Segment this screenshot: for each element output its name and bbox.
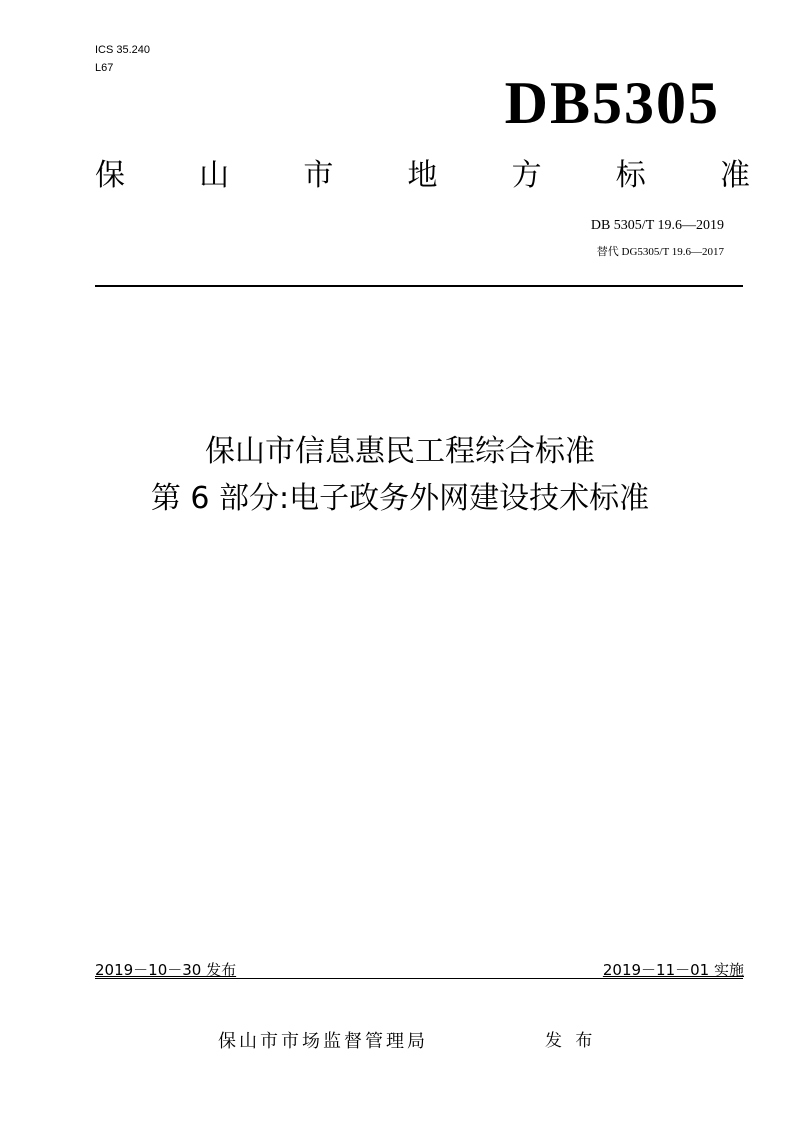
standard-type-char: 山	[199, 158, 230, 193]
standard-type-char: 地	[407, 158, 438, 193]
standard-number: DB 5305/T 19.6—2019	[590, 218, 724, 233]
issue-date: 2019－10－30 发布	[95, 961, 237, 979]
standard-type-char: 标	[615, 158, 646, 193]
standard-type-char: 准	[719, 158, 750, 193]
ccs-code: L67	[95, 62, 114, 74]
standard-type-char: 市	[303, 158, 334, 193]
standard-type-heading	[95, 156, 750, 196]
implementation-date: 2019－11－01 实施	[602, 961, 744, 979]
replaces-standard: 替代 DG5305/T 19.6—2017	[596, 246, 724, 258]
ics-code: ICS 35.240	[95, 44, 151, 56]
publisher-verb: 发 布	[545, 1031, 597, 1051]
footer-divider	[95, 978, 743, 979]
standard-type-char: 保	[95, 158, 125, 193]
document-title-line-1: 保山市信息惠民工程综合标准	[205, 434, 595, 469]
publisher-name: 保山市市场监督管理局	[218, 1031, 428, 1052]
document-title-line-2: 第 6 部分:电子政务外网建设技术标准	[150, 481, 650, 516]
standard-code-logo: DB5305	[504, 70, 720, 136]
standard-type-char: 方	[511, 158, 542, 193]
header-divider	[95, 285, 743, 287]
